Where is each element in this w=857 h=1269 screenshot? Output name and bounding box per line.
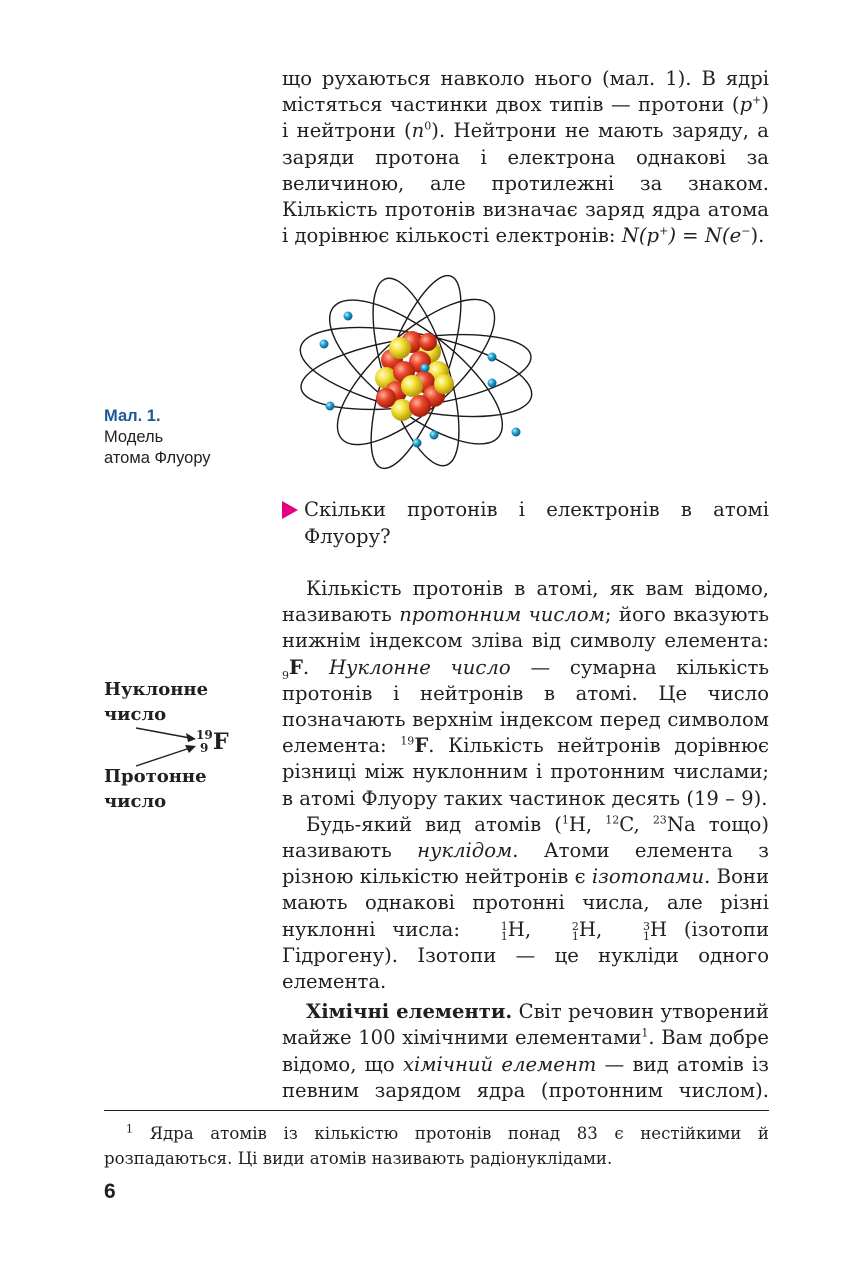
footnote-divider	[104, 1110, 769, 1111]
question-triangle-icon	[282, 501, 298, 519]
proton-label-line1: Протонне	[104, 766, 207, 787]
proton-label-line2: число	[104, 791, 167, 812]
figure-label: Мал. 1.	[104, 407, 161, 425]
body-column	[282, 576, 769, 1104]
figure-caption	[104, 406, 211, 469]
figure-caption-line1: Модель	[104, 428, 164, 446]
nuclide-arrows	[134, 722, 200, 770]
paragraph-nuclides: Будь-який вид атомів ($^1$H, $^{12}$C, $^{23}$Na тощо) називають нуклідом. Атоми елемента з різною кількістю нейтронів є ізотопами. Вони мають однакові протонні числа, але різні нуклонні числа: 1 1 H, 2 1 H, 3 1 H (ізотопи Гідрогену). Ізотопи — це нукліди одного елемента.	[282, 812, 770, 994]
footnote	[104, 1121, 769, 1171]
nucleus	[375, 331, 454, 421]
intro-paragraph	[282, 66, 769, 249]
nucleon-label-line1: Нуклонне	[104, 679, 209, 700]
question-text: Скільки протонів і електронів в атомі Флуору?	[304, 498, 769, 548]
page-number: 6	[104, 1180, 116, 1203]
side-label-proton	[104, 764, 207, 814]
question-block	[282, 497, 769, 550]
footnote-number: 1	[126, 1122, 133, 1136]
nucleon-label-line2: число	[104, 704, 167, 725]
side-label-nucleon	[104, 677, 208, 727]
footnote-text: Ядра атомів із кількістю протонів понад 83 є нестійкими й розпадаються. Ці види атомів називають радіонуклідами.	[104, 1124, 769, 1168]
nuclide-mass-number: 19	[196, 728, 213, 742]
atom-model-illustration	[278, 272, 534, 476]
paragraph-chemical-elements: Хімічні елементи. Світ речовин утворений майже 100 хімічними елементами$^1$. Вам добре відомо, що хімічний елемент — вид атомів із певним зарядом ядра (протонним числом).	[282, 1000, 769, 1102]
paragraph-proton-number: Кількість протонів в атомі, як вам відомо, називають протонним числом; його вказують нижнім індексом зліва від символу елемента: $_9$F. Нуклонне число — сумарна кількість протонів і нейтронів в атомі. Це число позначають верхнім індексом перед символом елемента: $^{19}$F. Кількість нейтронів дорівнює різниці між нуклонним і протонним числами; в атомі Флуору таких частинок десять (19 – 9).	[282, 577, 770, 810]
figure-caption-line2: атома Флуору	[104, 449, 211, 467]
nuclide-atomic-number: 9	[200, 741, 209, 755]
intro-text: що рухаються навколо нього (мал. 1). В ядрі містяться частинки двох типів — протони (p+) і нейтрони $(n^0)$. Нейтрони не мають заряду, а заряди протона і електрона однакові за величиною, але протилежні за знаком. Кількість протонів визначає заряд ядра атома і дорівнює кількості електронів: N(p+) = N(e−).	[282, 67, 769, 248]
nuclide-element-symbol: F	[213, 729, 229, 755]
